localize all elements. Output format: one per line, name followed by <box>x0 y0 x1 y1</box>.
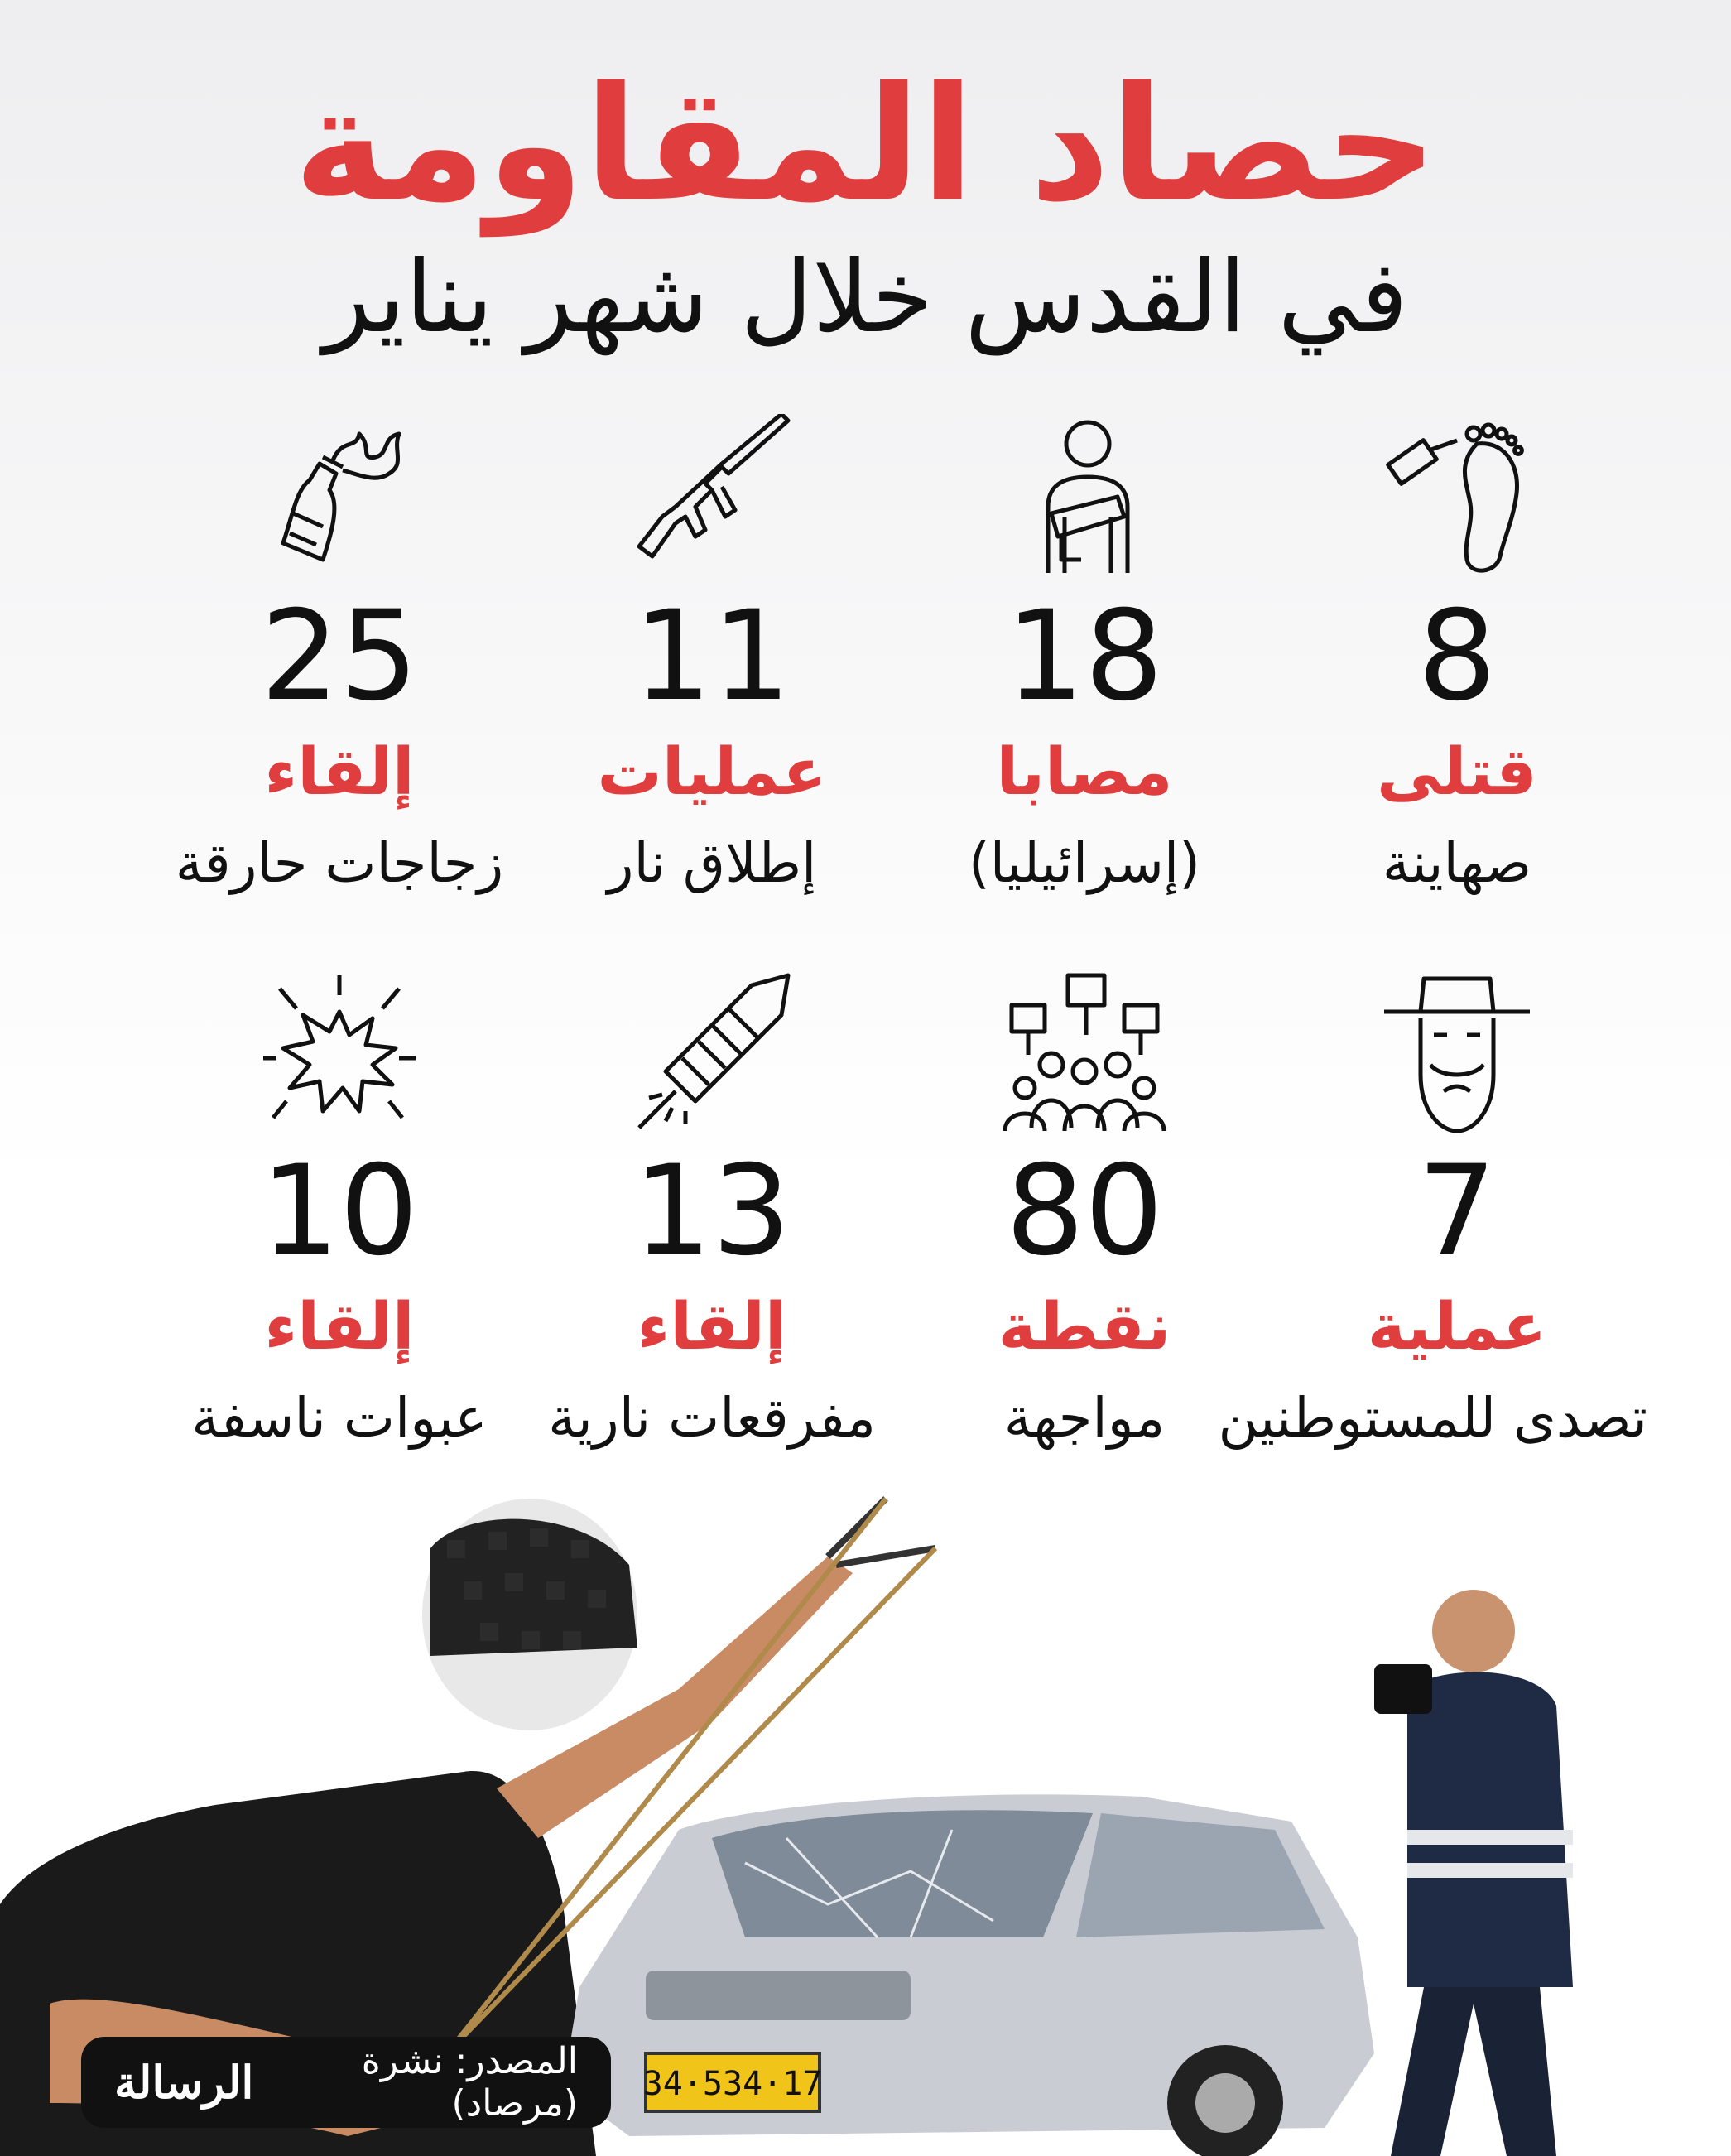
stat-description: إطلاق نار <box>607 831 817 895</box>
stat-unit: مصابا <box>996 735 1173 810</box>
stat-unit: نقطة <box>998 1290 1171 1364</box>
source-badge <box>81 2037 611 2128</box>
stat-molotov <box>149 414 530 895</box>
molotov-cocktail-icon <box>257 414 422 580</box>
rifle-icon <box>629 414 795 580</box>
svg-text:34·534·17: 34·534·17 <box>642 2065 823 2103</box>
publisher-logo: الرسالة <box>114 2056 254 2109</box>
firework-rocket-icon <box>629 969 795 1134</box>
stat-shootings <box>522 414 902 895</box>
stat-unit: إلقاء <box>637 1290 787 1364</box>
stat-settler-confrontation <box>1218 969 1647 1450</box>
stat-description: (إسرائيليا) <box>968 831 1201 895</box>
infographic-subtitle: في القدس خلال شهر يناير <box>323 240 1408 355</box>
source-text: المصدر: نشرة (مرصاد) <box>361 2040 578 2125</box>
injured-person-icon <box>1002 414 1167 580</box>
explosion-icon <box>257 969 422 1134</box>
stat-killed <box>1267 414 1647 895</box>
stat-confrontation-points <box>894 969 1275 1450</box>
stat-number: 13 <box>632 1139 791 1283</box>
stat-description: زجاجات حارقة <box>175 831 504 895</box>
stat-description: تصدى للمستوطنين <box>1218 1386 1647 1450</box>
infographic-title: حصاد المقاومة <box>293 53 1438 236</box>
stat-number: 25 <box>260 585 419 729</box>
stat-unit: إلقاء <box>264 735 415 810</box>
stat-number: 7 <box>1417 1139 1497 1283</box>
police-officer-figure <box>1374 1590 1573 2156</box>
stat-explosives <box>149 969 530 1450</box>
protesters-icon <box>1002 969 1167 1134</box>
stat-unit: عمليات <box>597 735 827 810</box>
stat-unit: عملية <box>1367 1290 1547 1364</box>
stat-description: مفرقعات نارية <box>548 1386 876 1450</box>
stat-description: صهاينة <box>1382 831 1532 895</box>
stat-number: 8 <box>1417 585 1497 729</box>
settler-face-icon <box>1374 969 1540 1134</box>
stat-number: 10 <box>260 1139 419 1283</box>
stat-number: 80 <box>1005 1139 1164 1283</box>
damaged-car <box>563 1794 1374 2156</box>
stat-unit: قتلى <box>1377 735 1537 810</box>
stat-description: عبوات ناسفة <box>191 1386 488 1450</box>
stat-number: 11 <box>632 585 791 729</box>
stat-injured <box>894 414 1275 895</box>
stat-fireworks <box>522 969 902 1450</box>
stat-description: مواجهة <box>1003 1386 1166 1450</box>
stat-number: 18 <box>1005 585 1164 729</box>
toe-tag-foot-icon <box>1374 414 1540 580</box>
stat-unit: إلقاء <box>264 1290 415 1364</box>
